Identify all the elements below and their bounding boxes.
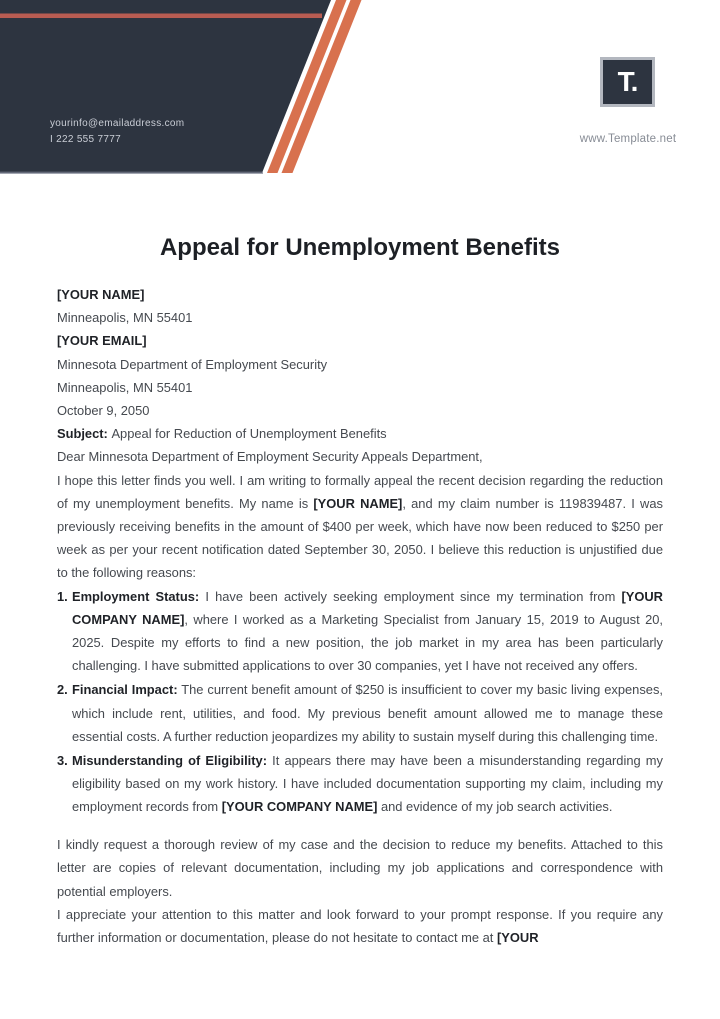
- closing-paragraph-appreciation: I appreciate your attention to this matter and look forward to your prompt response. If you require any further information or documentation, please do not hesitate to contact me at [YOUR: [57, 906, 663, 945]
- list-number: 3.: [57, 753, 68, 769]
- salutation-line: Dear Minnesota Department of Employment Security Appeals Department,: [57, 449, 483, 465]
- contact-phone: I 222 555 7777: [50, 134, 121, 145]
- list-item-financial-impact: [57, 678, 663, 748]
- logo-t-icon: T.: [617, 66, 638, 97]
- list-item-misunderstanding-eligibility: [57, 749, 663, 819]
- recipient-address-line: Minneapolis, MN 55401: [57, 379, 193, 395]
- date-line: October 9, 2050: [57, 403, 150, 419]
- list-number: 2.: [57, 682, 68, 698]
- list-item-text: Financial Impact: The current benefit amount of $250 is insufficient to cover my basic living expenses, which include rent, utilities, and food. My previous benefit amount allowed me to manage these essential costs. A further reduction jeopardizes my ability to sustain myself during this challenging time.: [72, 682, 663, 744]
- subject-line: Subject: Appeal for Reduction of Unemployment Benefits: [57, 426, 387, 442]
- website-url: www.Template.net: [579, 133, 677, 145]
- sender-email-line: [YOUR EMAIL]: [57, 333, 147, 349]
- list-item-employment-status: [57, 585, 663, 678]
- header-contact-block: [50, 116, 184, 148]
- intro-paragraph: I hope this letter finds you well. I am writing to formally appeal the recent decision regarding the reduction of my unemployment benefits. My name is [YOUR NAME], and my claim number is 119839487. I was previously receiving benefits in the amount of $400 per week, which have now been reduced to $250 per week as per your recent notification dated September 30, 2050. I believe this reduction is unjustified due to the following reasons:: [57, 472, 663, 581]
- sender-address-line: Minneapolis, MN 55401: [57, 310, 193, 326]
- contact-email: yourinfo@emailaddress.com: [50, 118, 185, 129]
- template-net-logo: [600, 57, 655, 107]
- header-bottom-edge: [0, 172, 263, 174]
- letter-body: [57, 233, 663, 949]
- list-item-text: Misunderstanding of Eligibility: It appears there may have been a misunderstanding regarding my eligibility based on my work history. I have included documentation supporting my claim, including my employment records from [YOUR COMPANY NAME] and evidence of my job search activities.: [72, 753, 663, 815]
- closing-paragraph-request: I kindly request a thorough review of my case and the decision to reduce my benefits. Attached to this letter are copies of relevant documentation, including my job applications and correspondence with potential employers.: [57, 837, 663, 899]
- letter-title: Appeal for Unemployment Benefits: [159, 234, 561, 261]
- list-item-text: Employment Status: I have been actively seeking employment since my termination from [YOUR COMPANY NAME], where I worked as a Marketing Specialist from January 15, 2019 to August 20, 2025. Despite my efforts to find a new position, the job market in my area has been particularly challenging. I have submitted applications to over 30 companies, yet I have not received any offers.: [72, 588, 663, 674]
- sender-name-line: [YOUR NAME]: [57, 287, 145, 302]
- reasons-list: [57, 585, 663, 819]
- recipient-name-line: Minnesota Department of Employment Security: [57, 356, 328, 372]
- list-number: 1.: [57, 588, 68, 604]
- header-accent-line: [0, 14, 322, 19]
